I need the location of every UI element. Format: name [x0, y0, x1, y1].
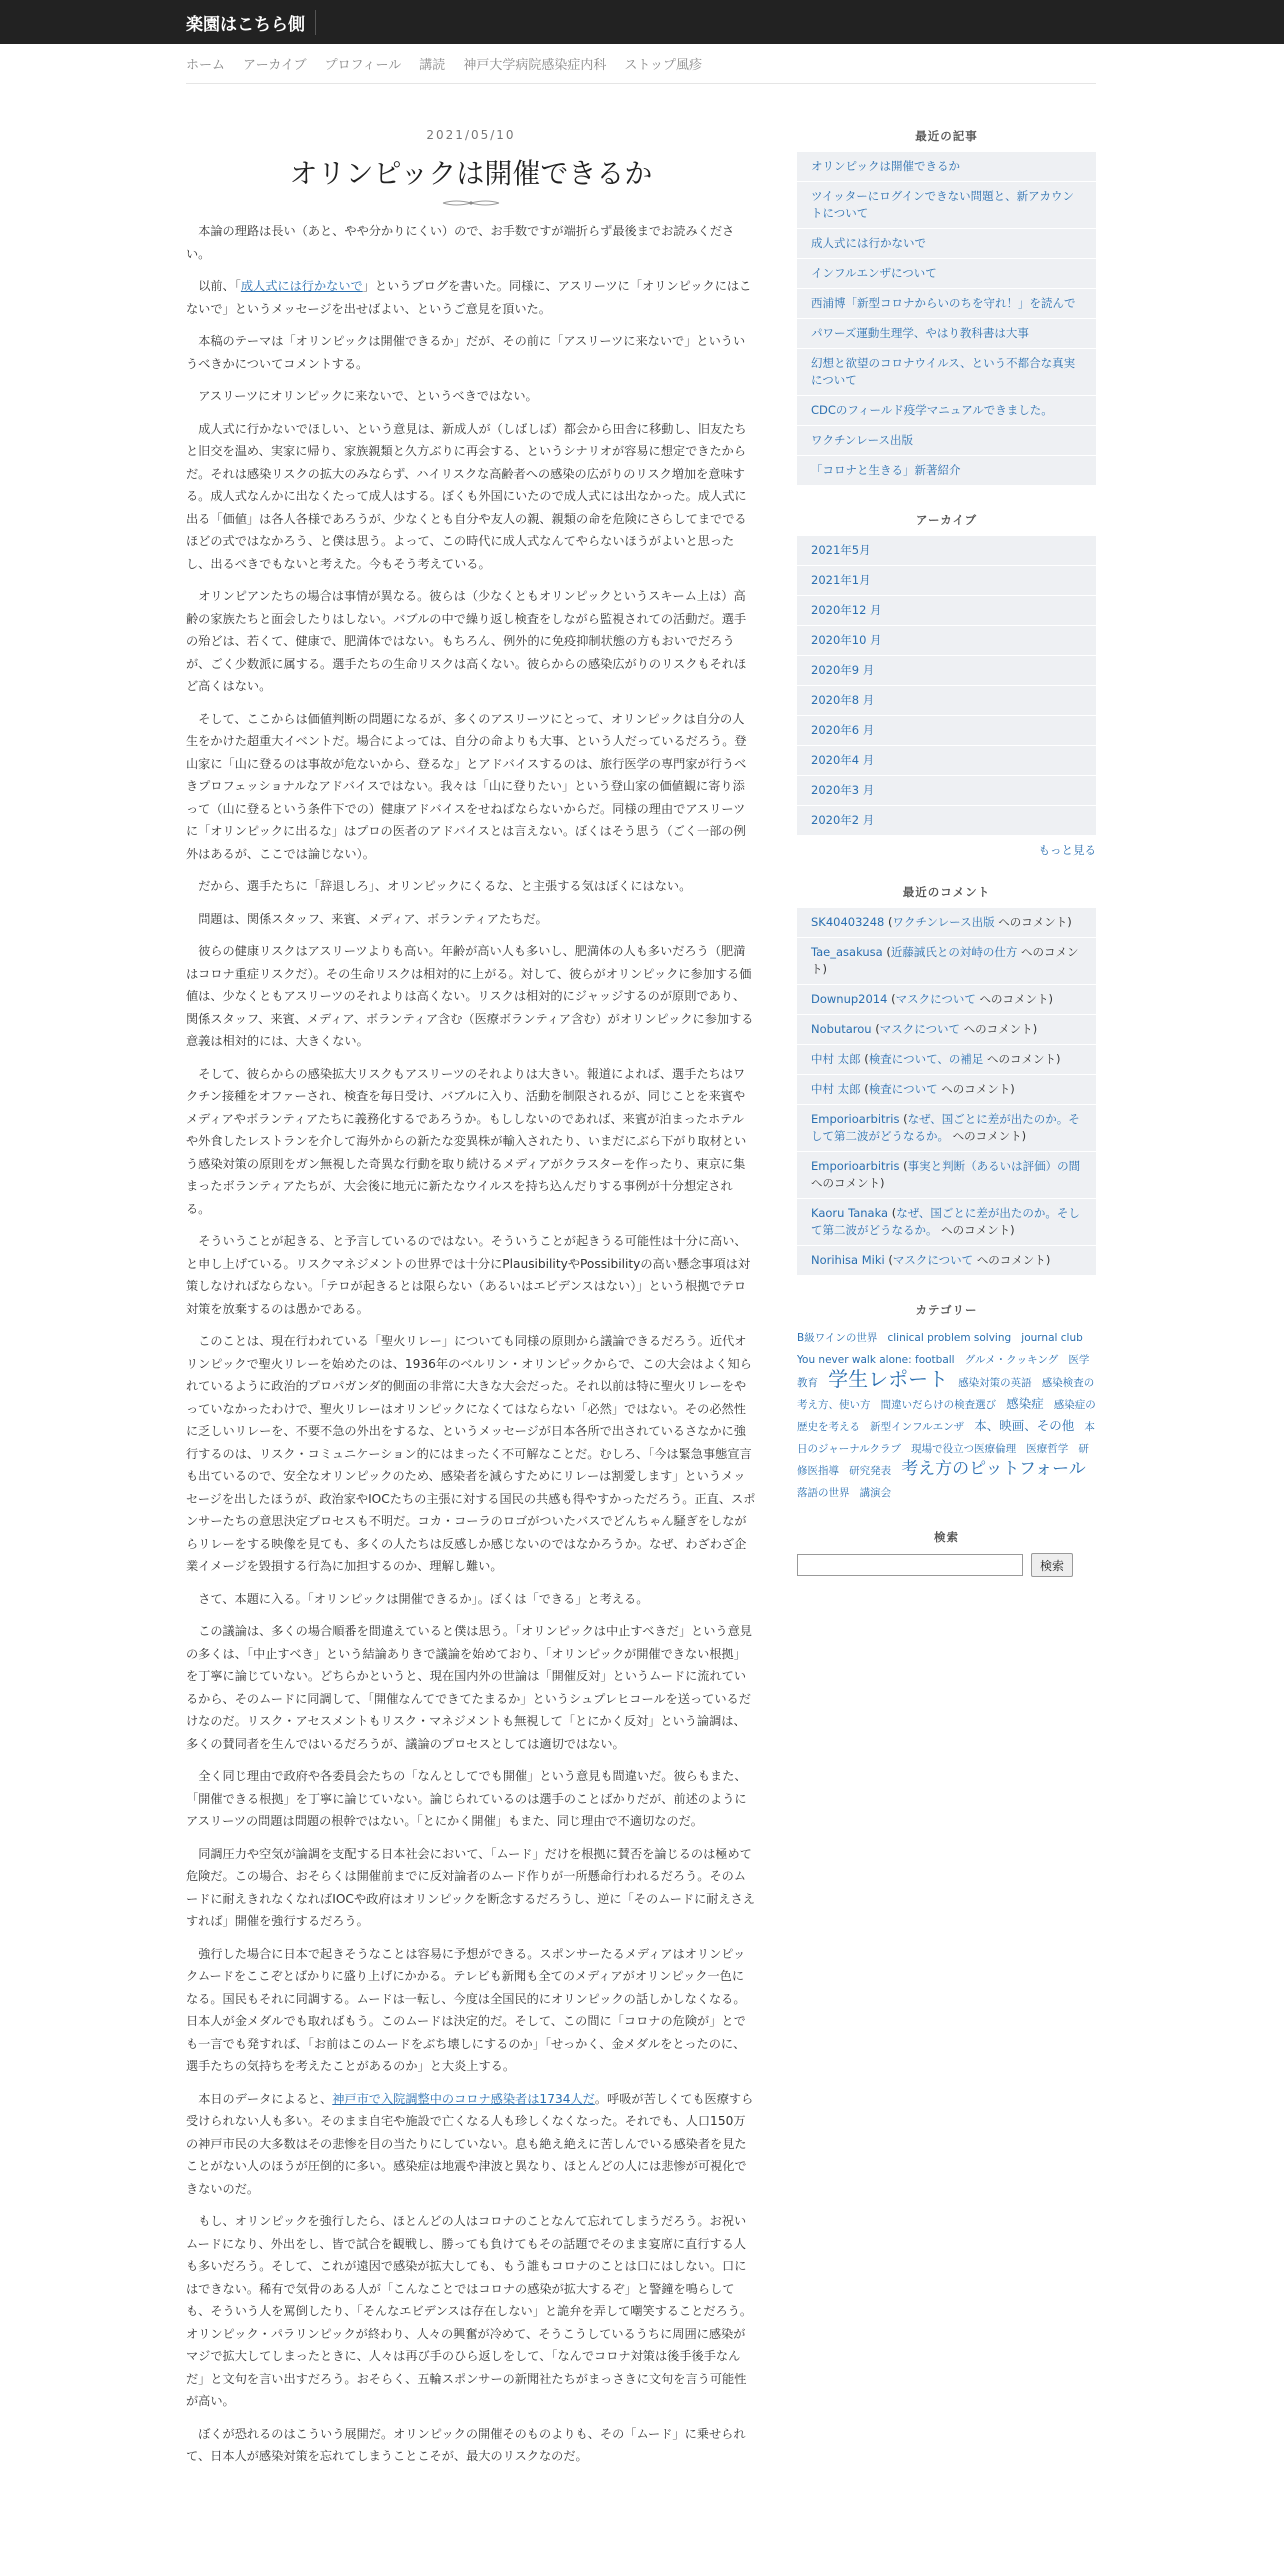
list-item: [797, 1199, 1096, 1246]
category-link[interactable]: 学生レポート: [828, 1367, 949, 1391]
comment-author-link[interactable]: SK40403248: [811, 915, 885, 929]
paragraph-text: オリンピアンたちの場合は事情が異なる。彼らは（少なくともオリンピックというスキーム上は）高齢の家族たちと面会したりはしない。バブルの中で繰り返し検査をしながら監視されての活動だ。選手の殆どは、若くて、健康で、肥満体ではない。もちろん、例外的に免疫抑制状態の方もおいでだろうが、ごく少数派に属する。選手たちの生命リスクは高くない。彼らからの感染広がりのリスクもそれほど高くはない。: [186, 589, 747, 693]
category-link[interactable]: 感染症の歴史を考える: [797, 1399, 1096, 1433]
archive-link[interactable]: 2020年4 月: [811, 753, 875, 767]
recent-post-link[interactable]: インフルエンザについて: [811, 266, 937, 280]
post-paragraph: [186, 2210, 756, 2413]
nav-link[interactable]: プロフィール: [324, 58, 402, 73]
comment-author-link[interactable]: 中村 太郎: [811, 1052, 861, 1066]
category-link[interactable]: 医療哲学: [1026, 1443, 1069, 1455]
paren: (: [860, 1052, 869, 1066]
comment-author-link[interactable]: 中村 太郎: [811, 1082, 861, 1096]
comment-suffix: へのコメント: [987, 1052, 1057, 1066]
category-link[interactable]: journal club: [1021, 1332, 1083, 1344]
paren: ): [1032, 1022, 1038, 1036]
comment-post-link[interactable]: なぜ、国ごとに差が出たのか。そして第二波がどうなるか。: [811, 1206, 1080, 1237]
paren: ): [880, 1176, 885, 1190]
comment-author-link[interactable]: Emporioarbitris: [811, 1159, 900, 1173]
post-paragraph: [186, 708, 756, 866]
post-paragraph: [186, 1765, 756, 1833]
recent-comments-widget: [797, 884, 1096, 1276]
paragraph-text: もし、オリンピックを強行したら、ほとんどの人はコロナのことなんて忘れてしまうだろう。お祝いムードになり、外出をし、皆で試合を観戦し、勝っても負けてもその話題でそのまま宴席に直行する人も多いだろう。そして、これが遠因で感染が拡大しても、もう誰もコロナのことは口にはしない。口にはできない。稀有で気骨のある人が「こんなことではコロナの感染が拡大するぞ」と警鐘を鳴らしても、そういう人を罵倒したり、「そんなエビデンスは存在しない」と詭弁を弄して嘲笑することだろう。オリンピック・パラリンピックが終わり、人々の興奮が冷めて、そうこうしているうちに周囲に感染がマジで拡大してしまったときに、人々は再び手のひら返しをして、「なんでコロナ対策は後手後手なんだ」と文句を言い出すだろう。おそらく、五輪スポンサーの新聞社たちがまっさきに文句を言う可能性が高い。: [186, 2214, 753, 2408]
archive-link[interactable]: 2021年1月: [811, 573, 871, 587]
list-item: [797, 229, 1096, 259]
categories-widget: [797, 1302, 1096, 1503]
sidebar: [797, 128, 1096, 1603]
paragraph-text: 彼らの健康リスクはアスリーツよりも高い。年齢が高い人も多いし、肥満体の人も多いだろう（肥満はコロナ重症リスクだ）。その生命リスクは相対的に上がる。対して、彼らがオリンピックに参加する価値は、少なくともアスリーツのそれよりは高くない。リスクは相対的にジャッジするのが原則であり、関係スタッフ、来賓、メディア、ボランティア含む（医療ボランティア含む）がオリンピックに参加する意義は相対的には、大きくない。: [186, 944, 754, 1048]
category-link[interactable]: 研究発表: [849, 1465, 892, 1477]
comment-post-link[interactable]: 検査について、の補足: [868, 1052, 984, 1066]
comment-suffix: へのコメント: [811, 945, 1079, 976]
inline-link[interactable]: 成人式には行かないで: [240, 279, 363, 293]
comment-suffix: へのコメント: [979, 992, 1049, 1006]
search-button[interactable]: 検索: [1031, 1553, 1073, 1577]
list-item: [797, 566, 1096, 596]
list-item: [797, 349, 1096, 396]
recent-post-link[interactable]: 成人式には行かないで: [811, 236, 926, 250]
category-link[interactable]: 講演会: [859, 1487, 892, 1499]
title-ornament-icon: [441, 198, 501, 208]
widget-title: 最近の記事: [915, 129, 978, 143]
paragraph-text: 本稿のテーマは「オリンピックは開催できるか」だが、その前に「アスリーツに来ないで」といういうべきかについてコメントする。: [186, 334, 746, 371]
top-bar: [0, 0, 1284, 44]
search-widget: [797, 1529, 1096, 1577]
recent-post-link[interactable]: 「コロナと生きる」新著紹介: [811, 463, 961, 477]
nav-link[interactable]: 講読: [419, 58, 446, 73]
comment-suffix: へのコメント: [976, 1253, 1046, 1267]
paragraph-text: 以前、「: [198, 279, 241, 293]
category-link[interactable]: 医学教育: [797, 1354, 1090, 1389]
comment-suffix: へのコメント: [952, 1129, 1022, 1143]
nav-link[interactable]: 神戸大学病院感染症内科: [463, 58, 607, 73]
comment-suffix: へのコメント: [998, 915, 1068, 929]
archive-link[interactable]: 2020年3 月: [811, 783, 875, 797]
archive-link[interactable]: 2020年12 月: [811, 603, 882, 617]
post-paragraph: [186, 1843, 756, 1933]
category-link[interactable]: 考え方のピットフォール: [901, 1459, 1086, 1479]
archive-link[interactable]: 2020年9 月: [811, 663, 875, 677]
archive-link[interactable]: 2020年8 月: [811, 693, 875, 707]
comment-author-link[interactable]: Norihisa Miki: [811, 1253, 885, 1267]
comment-suffix: へのコメント: [963, 1022, 1033, 1036]
comment-post-link[interactable]: なぜ、国ごとに差が出たのか。そして第二波がどうなるか。: [811, 1112, 1080, 1143]
recent-post-link[interactable]: 幻想と欲望のコロナウイルス、という不都合な真実について: [811, 356, 1076, 387]
paren: (: [899, 1159, 908, 1173]
post-paragraph: [186, 1330, 756, 1578]
list-item: [797, 426, 1096, 456]
comment-author-link[interactable]: Nobutarou: [811, 1022, 872, 1036]
paragraph-text: 」というブログを書いた。同様に、アスリーツに「オリンピックにはこないで」というメッセージを出せばよい、というご意見を頂いた。: [186, 279, 752, 316]
list-item: [797, 319, 1096, 349]
list-item: [797, 1045, 1096, 1075]
paragraph-text: さて、本題に入る。「オリンピックは開催できるか」。ぼくは「できる」と考える。: [198, 1591, 649, 1606]
category-link[interactable]: 研修医指導: [797, 1443, 1089, 1477]
list-item: [797, 686, 1096, 716]
post-paragraph: [186, 585, 756, 698]
paren: ): [1045, 1253, 1051, 1267]
recent-posts-list: [797, 152, 1096, 486]
archive-link[interactable]: 2021年5月: [811, 543, 871, 557]
paren: (: [884, 1253, 893, 1267]
list-item: [797, 596, 1096, 626]
paren: ): [822, 962, 827, 976]
recent-comments-list: [797, 908, 1096, 1276]
post-body: [186, 220, 756, 2468]
widget-title: 最近のコメント: [902, 885, 991, 899]
archive-more-link[interactable]: もっと見る: [1038, 843, 1096, 857]
paragraph-text: 強行した場合に日本で起きそうなことは容易に予想ができる。スポンサーたるメディアはオリンピックムードをここぞとばかりに盛り上げにかかる。テレビも新聞も全てのメディアがオリンピック一色になる。国民もそれに同調する。ムードは一転し、今度は全国民的にオリンピックの話しかしなくなる。日本人が金メダルでも取ればもう。このムードは決定的だ。そして、この間に「コロナの危険が」とでも一言でも発すれば、「お前はこのムードをぶち壊しにするのか」「せっかく、金メダルをとったのに、選手たちの気持ちを考えたことがあるのか」と大炎上する。: [186, 1946, 746, 2073]
archive-list: [797, 536, 1096, 836]
post-paragraph: [186, 275, 756, 320]
list-item: [797, 1075, 1096, 1105]
paren: ): [1010, 1082, 1015, 1096]
comment-post-link[interactable]: ワクチンレース出版: [892, 915, 995, 929]
comment-post-link[interactable]: 検査について: [868, 1082, 938, 1096]
list-item: [797, 1246, 1096, 1276]
post-paragraph: [186, 220, 756, 265]
nav-link[interactable]: ストップ風疹: [624, 58, 702, 73]
post-paragraph: [186, 1063, 756, 1221]
list-item: [797, 259, 1096, 289]
list-item: [797, 1152, 1096, 1199]
recent-post-link[interactable]: ツイッターにログインできない問題と、新アカウントについて: [811, 189, 1075, 220]
nav-link[interactable]: ホーム: [186, 58, 226, 73]
category-link[interactable]: 感染症: [1006, 1396, 1044, 1411]
comment-post-link[interactable]: マスクについて: [895, 992, 976, 1006]
category-link[interactable]: 間違いだらけの検査選び: [880, 1399, 997, 1411]
paren: (: [882, 945, 891, 959]
list-item: [797, 716, 1096, 746]
list-item: [797, 182, 1096, 229]
list-item: [797, 152, 1096, 182]
comment-suffix: へのコメント: [811, 1176, 880, 1190]
category-link[interactable]: clinical problem solving: [887, 1332, 1012, 1344]
recent-post-link[interactable]: ワクチンレース出版: [811, 433, 914, 447]
list-item: [797, 656, 1096, 686]
post-paragraph: [186, 908, 756, 931]
post-paragraph: [186, 385, 756, 408]
widget-title: アーカイブ: [915, 513, 978, 527]
paragraph-text: そして、ここからは価値判断の問題になるが、多くのアスリーツにとって、オリンピックは自分の人生をかけた超重大イベントだ。場合によっては、自分の命よりも大事、という人だっているだろう。登山家に「山に登るのは事故が危ないから、登るな」とアドバイスするのは、旅行医学の専門家が行うべきプロフェッショナルなアドバイスではない。我々は「山に登りたい」という登山家の価値観に寄り添って（山に登るという条件下での）健康アドバイスをせねばならないからだ。同様の理由でアスリーツに「オリンピックに出るな」はプロの医者のアドバイスとは言えない。ぼくはそう思う（ごく一部の例外はあるが、ここでは論じない）。: [186, 711, 747, 861]
comment-author-link[interactable]: Tae_asakusa: [811, 945, 883, 959]
recent-posts-widget: [797, 128, 1096, 486]
post-paragraph: [186, 2423, 756, 2468]
paragraph-text: 問題は、関係スタッフ、来賓、メディア、ボランティアたちだ。: [198, 911, 548, 926]
paren: (: [887, 992, 896, 1006]
paren: ): [1056, 1052, 1061, 1066]
category-link[interactable]: 本日のジャーナルクラブ: [797, 1421, 1095, 1455]
paragraph-text: アスリーツにオリンピックに来ないで、というべきではない。: [198, 389, 538, 403]
paren: ): [1021, 1129, 1027, 1143]
post-paragraph: [186, 1588, 756, 1611]
list-item: [797, 396, 1096, 426]
paren: ): [1048, 992, 1054, 1006]
search-input[interactable]: [797, 1554, 1023, 1576]
site-title[interactable]: 楽園はこちら側: [186, 10, 316, 35]
list-item: [797, 746, 1096, 776]
archive-link[interactable]: 2020年10 月: [811, 633, 882, 647]
post-paragraph: [186, 1230, 756, 1320]
paren: (: [884, 915, 893, 929]
list-item: [797, 626, 1096, 656]
list-item: [797, 1105, 1096, 1152]
category-link[interactable]: 感染対策の英語: [958, 1377, 1032, 1389]
post-date: 2021/05/10: [426, 128, 516, 142]
post-paragraph: [186, 1943, 756, 2078]
paragraph-text: 本論の理路は長い（あと、やや分かりにくい）ので、お手数ですが端折らず最後までお読みください。: [186, 224, 735, 261]
list-item: [797, 289, 1096, 319]
widget-title: カテゴリー: [915, 1303, 978, 1317]
category-link[interactable]: 本、映画、その他: [974, 1418, 1075, 1433]
comment-suffix: へのコメント: [941, 1223, 1011, 1237]
recent-post-link[interactable]: オリンピックは開催できるか: [811, 159, 961, 173]
comment-author-link[interactable]: Emporioarbitris: [811, 1112, 900, 1126]
paragraph-text: 本日のデータによると、: [198, 2091, 333, 2106]
comment-post-link[interactable]: 事実と判断（あるいは評価）の間: [907, 1159, 1081, 1173]
category-link[interactable]: 落語の世界: [797, 1487, 850, 1499]
post-paragraph: [186, 330, 756, 375]
category-link[interactable]: 現場で役立つ医療倫理: [911, 1443, 1017, 1455]
post-paragraph: [186, 418, 756, 576]
list-item: [797, 776, 1096, 806]
widget-title: 検索: [934, 1530, 959, 1544]
paragraph-text: そういうことが起きる、と予言しているのではない。そういうことが起きうる可能性は十分に高い、と申し上げている。リスクマネジメントの世界では十分にPlausibilityやPossibilityの高い懸念事項は対策しなければならない。「テロが起きるとは限らない（あるいはエビデンスはない）」という根拠でテロ対策を放棄するのは愚かである。: [186, 1234, 751, 1316]
list-item: [797, 536, 1096, 566]
post-paragraph: [186, 875, 756, 898]
paren: (: [860, 1082, 869, 1096]
paragraph-text: 。呼吸が苦しくても医療すら受けられない人も多い。そのまま自宅や施設で亡くなる人も珍しくなくなった。それでも、人口150万の神戸市民の大多数はその悲惨を目の当たりにしていない。息も絶え絶えに苦しんでいる感染者を見たことがない人のほうが圧倒的に多い。感染症は地震や津波と異なり、ほとんどの人には悲惨が可視化できないのだ。: [186, 2091, 754, 2196]
post-title[interactable]: オリンピックは開催できるか: [289, 157, 653, 190]
post-paragraph: [186, 2088, 756, 2201]
category-link[interactable]: B級ワインの世界: [797, 1332, 878, 1344]
recent-post-link[interactable]: パワーズ運動生理学、やはり教科書は大事: [811, 326, 1029, 340]
category-link[interactable]: 感染検査の考え方、使い方: [797, 1377, 1095, 1411]
comment-post-link[interactable]: 近藤誠氏との対峙の仕方: [890, 945, 1018, 959]
archive-widget: [797, 512, 1096, 858]
comment-author-link[interactable]: Downup2014: [811, 992, 888, 1006]
paragraph-text: 同調圧力や空気が論調を支配する日本社会において、「ムード」だけを根拠に賛否を論じるのは極めて危険だ。この場合、おそらくは開催前までに反対論者のムード作りが一所懸命行われるだろう。そのムードに耐えきれなくなればIOCや政府はオリンピックを断念するだろうし、逆に「そのムードに耐えさえすれば」開催を強行するだろう。: [186, 1846, 756, 1928]
post-article: [186, 128, 756, 2478]
comment-post-link[interactable]: マスクについて: [892, 1253, 974, 1267]
nav-link[interactable]: アーカイブ: [243, 58, 307, 73]
paragraph-text: このことは、現在行われている「聖火リレー」についても同様の原則から議論できるだろう。近代オリンピックで聖火リレーを始めたのは、1936年のベルリン・オリンピックからで、この大会はよく知られているように政治的プロパガンダ的側面の非常に大きな大会だった。それ以前は特に聖火リレーをやっていなかったわけで、聖火リレーはオリンピックになくてはならない「必然」ではない。その必然性に乏しいリレーを、不要不急の外出をするな、というメッセージが日本各所で出されているさなかに強行するのは、リスク・コミュニケーション的にはまったく不可解なことだ。むしろ、「今は緊急事態宣言も出ているので、安全なオリンピックのため、感染者を減らすためにリレーは割愛します」というメッセージを出したほうが、政治家やIOCたちの主張に対する国民の共感も得やすかっただろう。正直、スポンサーたちの意思決定プロセスも不明だ。コカ・コーラのロゴがついたバスでどんちゃん騒ぎをしながらリレーをする映像を見ても、多くの人たちは反感しか感じないのではなかろうか。なぜ、わざわざ企業イメージを毀損する行為に加担するのか、理解し難い。: [186, 1334, 756, 1573]
paren: (: [888, 1206, 897, 1220]
comment-suffix: へのコメント: [941, 1082, 1011, 1096]
paragraph-text: 全く同じ理由で政府や各委員会たちの「なんとしてでも開催」という意見も間違いだ。彼らもまた、「開催できる根拠」を丁寧に論じていない。論じられているのは選手のことばかりだが、前述のようにアスリーツの問題は問題の根幹ではない。「とにかく開催」もまた、同じ理由で不適切なのだ。: [186, 1769, 747, 1828]
paragraph-text: ぼくが恐れるのはこういう展開だ。オリンピックの開催そのものよりも、その「ムード」に乗せられて、日本人が感染対策を忘れてしまうことこそが、最大のリスクなのだ。: [186, 2426, 746, 2463]
list-item: [797, 985, 1096, 1015]
list-item: [797, 456, 1096, 486]
recent-post-link[interactable]: CDCのフィールド疫学マニュアルできました。: [811, 403, 1053, 417]
list-item: [797, 806, 1096, 836]
category-link[interactable]: 新型インフルエンザ: [870, 1421, 965, 1433]
list-item: [797, 1015, 1096, 1045]
paragraph-text: 成人式に行かないでほしい、という意見は、新成人が（しばしば）都会から田舎に移動し、旧友たちと旧交を温め、実家に帰り、家族親類と久方ぶりに再会する、というシナリオが容易に想定できたからだ。それは感染リスクの拡大のみならず、ハイリスクな高齢者への感染の広がりのリスク増加を意味する。成人式なんかに出なくたって成人はする。ぼくも外国にいたので成人式には出なかった。成人式に出る「価値」は各人各様であろうが、少なくとも自分や友人の親、親類の命を危険にさらしてまででるほどの式ではなかろう、と僕は思う。よって、この時代に成人式なんてやらないほうがよいと思ったし、出るべきでもないと考えた。今もそう考えている。: [186, 421, 747, 571]
comment-author-link[interactable]: Kaoru Tanaka: [811, 1206, 889, 1220]
archive-link[interactable]: 2020年2 月: [811, 813, 875, 827]
paren: (: [899, 1112, 908, 1126]
paren: (: [871, 1022, 880, 1036]
list-item: [797, 938, 1096, 985]
comment-post-link[interactable]: マスクについて: [879, 1022, 961, 1036]
list-item: [797, 908, 1096, 938]
main-nav: [186, 44, 1096, 84]
category-link[interactable]: グルメ・クッキング: [964, 1354, 1059, 1366]
category-cloud: [797, 1326, 1096, 1503]
category-link[interactable]: You never walk alone: football: [797, 1354, 955, 1366]
post-paragraph: [186, 940, 756, 1053]
paren: ): [1010, 1223, 1015, 1237]
archive-link[interactable]: 2020年6 月: [811, 723, 875, 737]
paragraph-text: そして、彼らからの感染拡大リスクもアスリーツのそれよりは大きい。報道によれば、選手たちはワクチン接種をオファーされ、検査を毎日受け、バブルに入り、活動を制限されるが、同じことを来賓やメディアやボランティアたちに義務化するであろうか。もししないのであれば、来賓が泊まったホテルや外食したレストランを介して海外からの新たな変異株が輸入されたり、いまだにぶら下がり取材という感染対策の原則をガン無視した奇異な行動を取り続けるメディアがクラスターを作ったり、東京に集まったボランティアたちが、大会後に地元に新たなウイルスを持ち込んだりする事例が十分想定される。: [186, 1066, 747, 1216]
recent-post-link[interactable]: 西浦博「新型コロナからいのちを守れ！」を読んで: [811, 296, 1076, 310]
paren: ): [1067, 915, 1072, 929]
paragraph-text: この議論は、多くの場合順番を間違えていると僕は思う。「オリンピックは中止すべきだ」という意見の多くは、「中止すべき」という結論ありきで議論を始めており、「オリンピックが開催できない根拠」を丁寧に論じていない。どちらかというと、現在国内外の世論は「開催反対」というムードに流れているから、そのムードに同調して、「開催なんてできてたまるか」というシュプレヒコールを送っているだけなのだ。リスク・アセスメントもリスク・マネジメントも無視して「とにかく反対」という論調は、多くの賛同者を生んではいるだろうが、議論のプロセスとしては適切ではない。: [186, 1624, 752, 1751]
post-paragraph: [186, 1620, 756, 1755]
paragraph-text: だから、選手たちに「辞退しろ」、オリンピックにくるな、と主張する気はぼくにはない。: [198, 879, 692, 893]
inline-link[interactable]: 神戸市で入院調整中のコロナ感染者は1734人だ: [332, 2091, 595, 2106]
